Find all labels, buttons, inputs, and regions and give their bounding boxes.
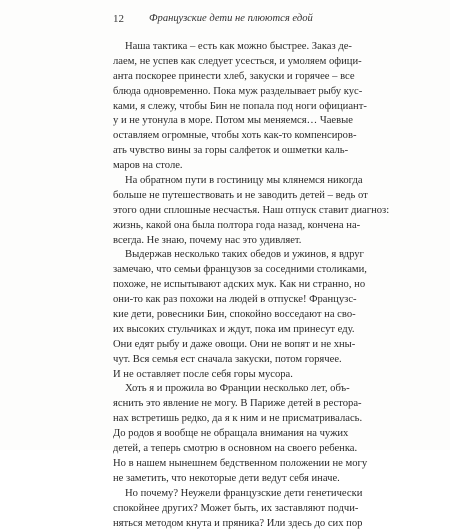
text-line: кие дети, ровесники Бин, спокойно восседают на сво-	[113, 308, 335, 323]
text-line: ать чувство вины за горы салфеток и ошметки каль-	[113, 144, 335, 159]
text-line: этого одни сплошные несчастья. Наш отпуск ставит диагноз:	[113, 204, 335, 219]
page-header	[113, 13, 337, 29]
text-line: Наша тактика – есть как можно быстрее. Заказ де-	[113, 40, 335, 55]
text-line: замечаю, что семьи французов за соседними столиками,	[113, 263, 335, 278]
text-line: всегда. Не знаю, почему нас это удивляет.	[113, 234, 335, 249]
text-line: чут. Вся семья ест сначала закуски, потом горячее.	[113, 353, 335, 368]
text-line: спокойнее других? Может быть, их заставляют подчи-	[113, 502, 335, 517]
text-line: у и не утонула в море. Потом мы меняемся… Чаевые	[113, 114, 335, 129]
text-line: Но почему? Неужели французские дети генетически	[113, 487, 335, 502]
text-line: не заметить, что некоторые дети ведут себя иначе.	[113, 472, 335, 487]
text-line: маров на столе.	[113, 159, 335, 174]
page-number: 12	[113, 13, 124, 25]
text-line: лаем, не успев как следует усесться, и умоляем офици-	[113, 55, 335, 70]
text-line: Они едят рыбу и даже овощи. Они не вопят и не хны-	[113, 338, 335, 353]
text-line: И не оставляет после себя горы мусора.	[113, 368, 335, 383]
text-line: ками, я слежу, чтобы Бин не попала под ноги официант-	[113, 100, 335, 115]
text-line: больше не путешествовать и не заводить детей – ведь от	[113, 189, 335, 204]
text-line: их высоких стульчиках и ждут, пока им принесут еду.	[113, 323, 335, 338]
text-line: похоже, не испытывают адских мук. Как ни странно, но	[113, 278, 335, 293]
text-line: они-то как раз похожи на людей в отпуске! Французс-	[113, 293, 335, 308]
text-line: На обратном пути в гостиницу мы клянемся никогда	[113, 174, 335, 189]
text-line: анта поскорее принести хлеб, закуски и горячее – все	[113, 70, 335, 85]
text-line: Выдержав несколько таких обедов и ужинов, я вдруг	[113, 248, 335, 263]
text-line: няться методом кнута и пряника? Или здесь до сих пор	[113, 517, 335, 531]
text-line: До родов я вообще не обращала внимания на чужих	[113, 427, 335, 442]
text-line: оставляем огромные, чтобы хоть как-то компенсиров-	[113, 129, 335, 144]
text-line: нах встретишь редко, да я к ним и не присматривалась.	[113, 412, 335, 427]
body-text	[113, 40, 335, 531]
text-line: Хоть я и прожила во Франции несколько лет, объ-	[113, 382, 335, 397]
text-line: Но в нашем нынешнем бедственном положении не могу	[113, 457, 335, 472]
text-line: жизнь, какой она была полтора года назад, кончена на-	[113, 219, 335, 234]
text-line: детей, а теперь смотрю в основном на своего ребенка.	[113, 442, 335, 457]
text-line: яснить это явление не могу. В Париже детей в рестора-	[113, 397, 335, 412]
text-line: блюда одновременно. Пока муж разделывает рыбу кус-	[113, 85, 335, 100]
running-title: Французские дети не плюются едой	[149, 13, 313, 24]
